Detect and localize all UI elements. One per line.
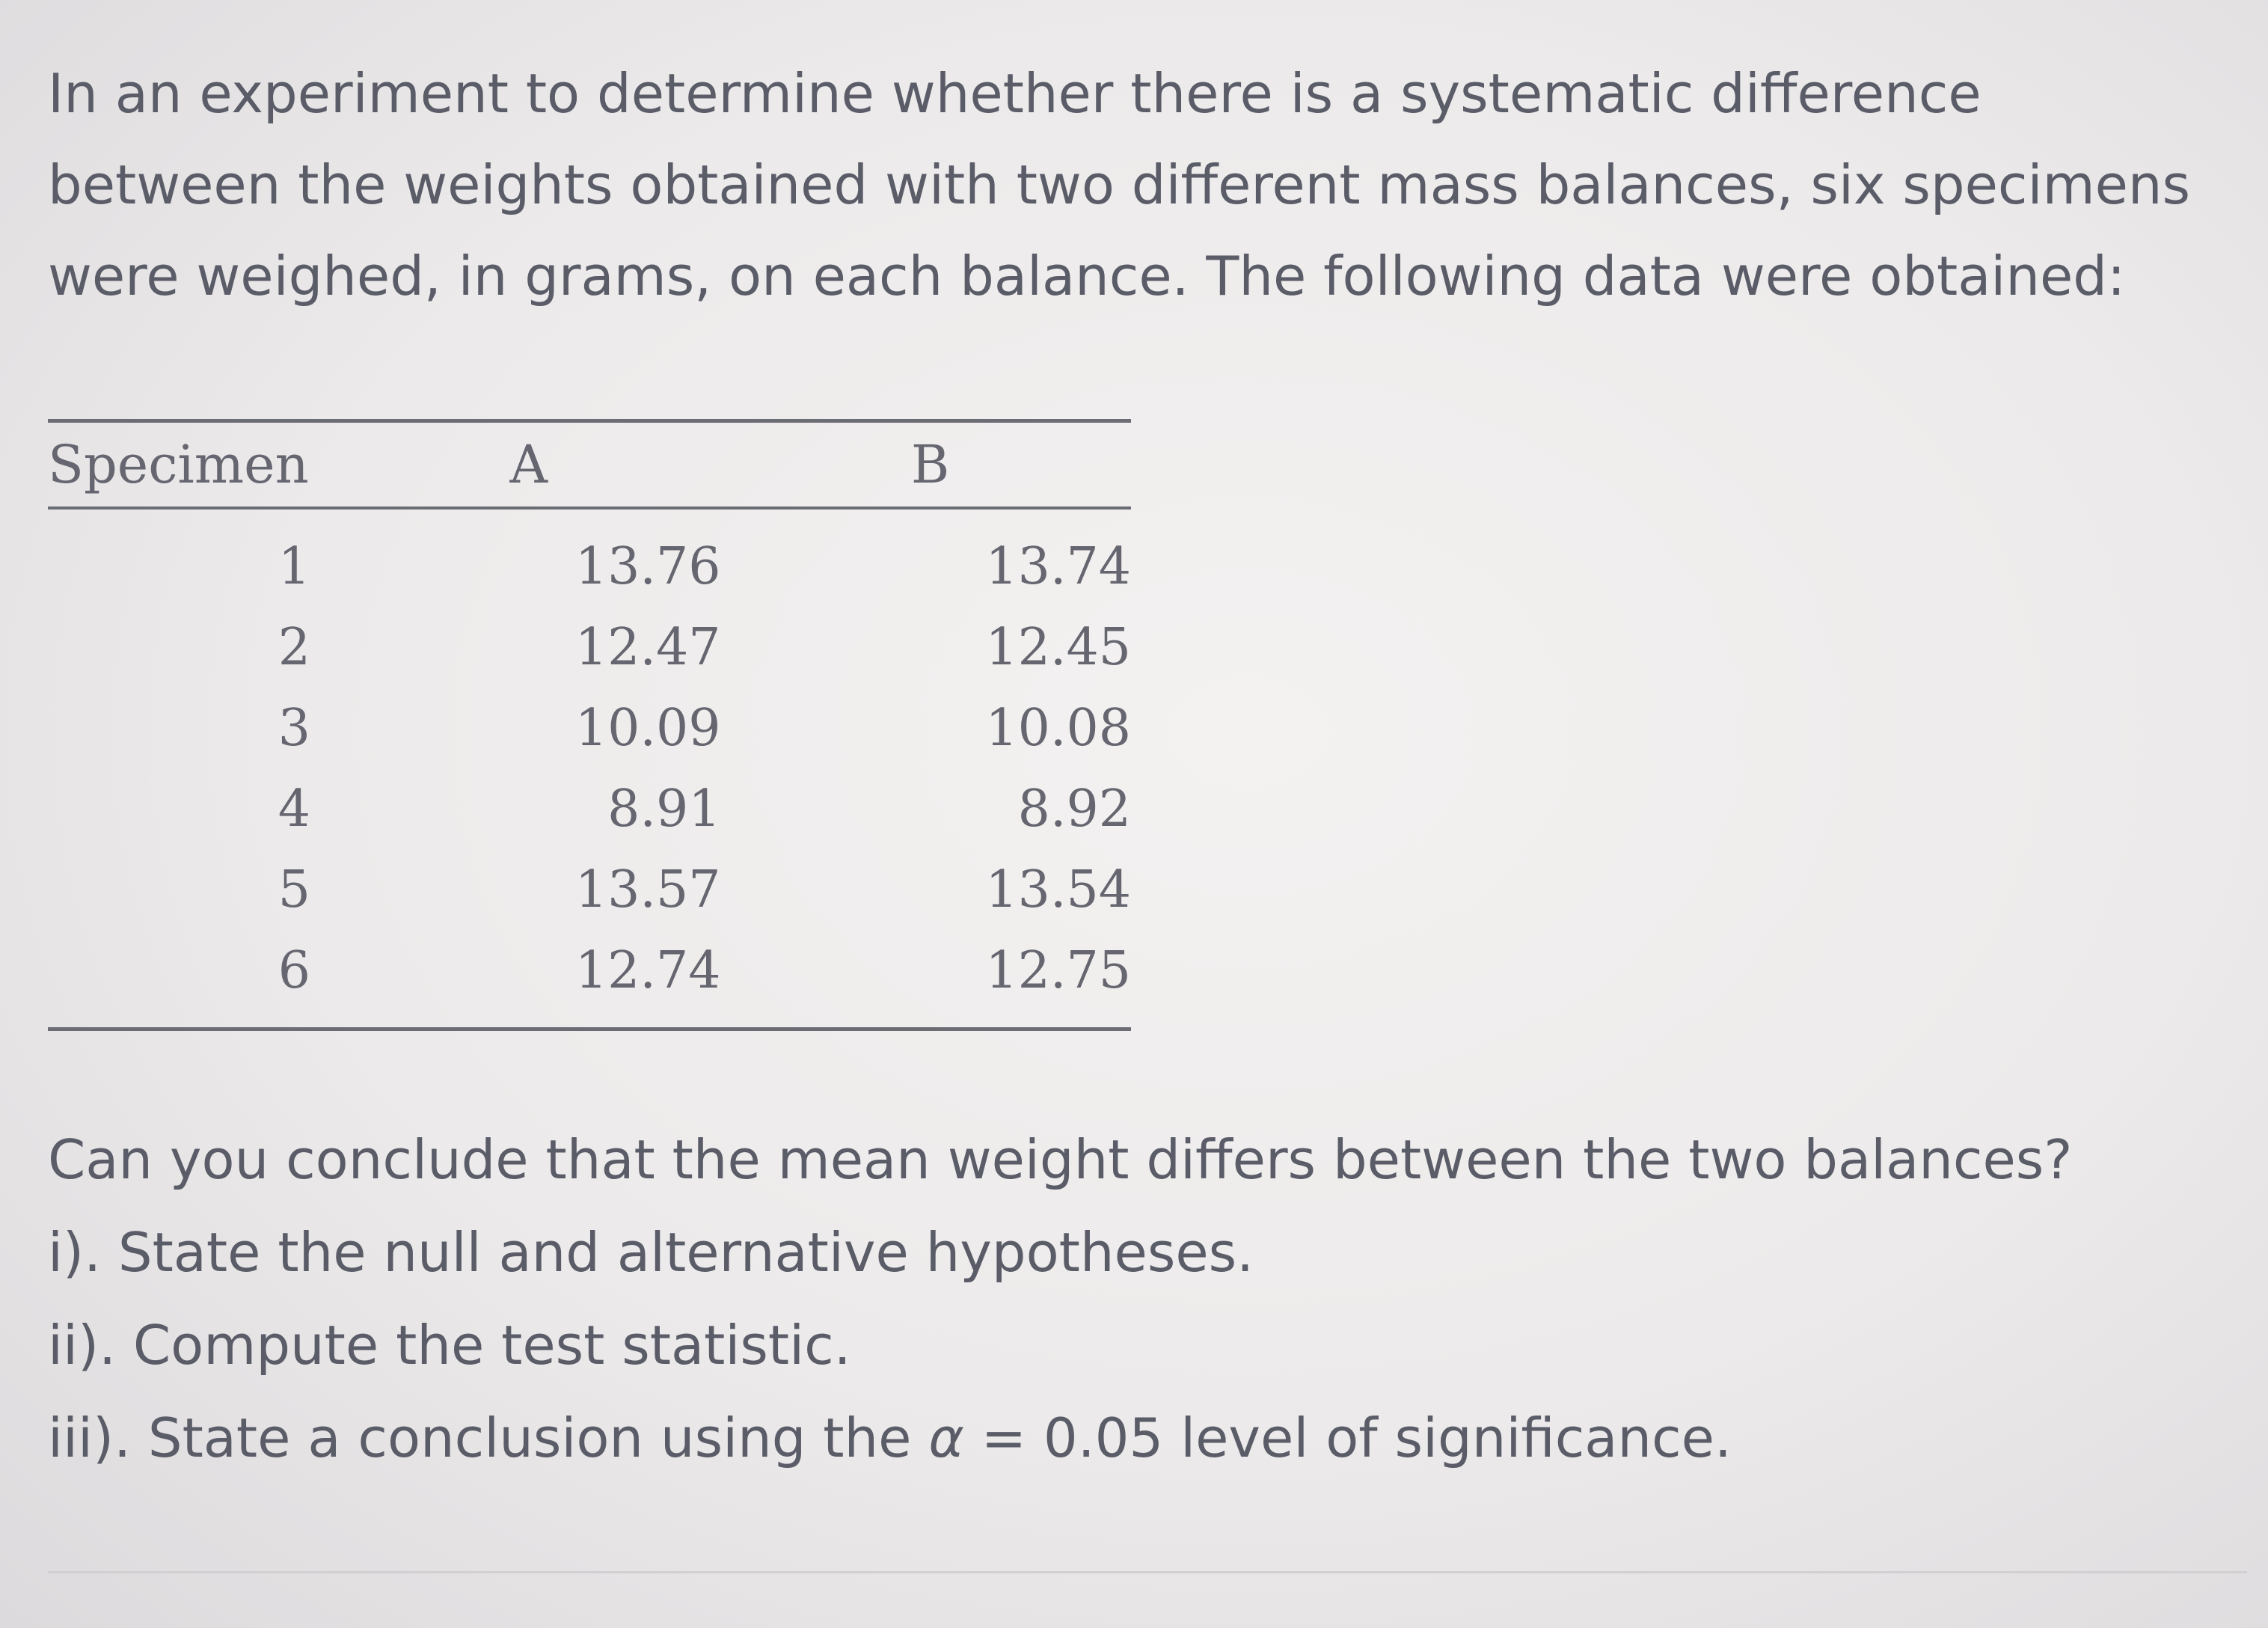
main-question: Can you conclude that the mean weight differs between the two balances? [48,1128,2073,1191]
cell-a: 12.74 [574,940,721,1000]
cell-specimen: 5 [278,860,311,919]
table-row [48,768,1131,849]
data-table-grid [48,423,1131,507]
cell-b: 12.45 [985,617,1131,677]
cell-b: 8.92 [1017,779,1131,839]
cell-specimen: 4 [278,779,311,839]
question-block [48,1113,2202,1484]
cell-a: 13.57 [574,860,721,919]
page-divider [48,1571,2247,1573]
cell-a: 13.76 [574,536,721,596]
cell-b: 13.54 [985,860,1131,919]
intro-line-1: In an experiment to determine whether there is a systematic difference [48,62,1982,125]
header-a: A [509,434,548,495]
question-part-iii-prefix: iii). State a conclusion using the [48,1407,929,1469]
question-part-i: i). State the null and alternative hypotheses. [48,1221,1254,1284]
cell-b: 13.74 [985,536,1131,596]
header-b: B [910,434,950,495]
table-bottom-rule [48,1027,1131,1031]
table-row [48,526,1131,607]
cell-a: 12.47 [574,617,721,677]
table-row [48,607,1131,688]
table-header-row [48,423,1131,507]
problem-intro [48,48,2202,322]
alpha-symbol: α [928,1407,964,1469]
table-row [48,849,1131,930]
table-row [48,688,1131,768]
cell-specimen: 1 [278,536,311,596]
data-table-body [48,526,1131,1011]
cell-a: 10.09 [574,698,721,758]
table-row [48,930,1131,1011]
intro-line-3: were weighed, in grams, on each balance. The following data were obtained: [48,245,2126,307]
cell-specimen: 2 [278,617,311,677]
cell-specimen: 3 [278,698,311,758]
cell-specimen: 6 [278,940,311,1000]
cell-b: 12.75 [985,940,1131,1000]
question-part-iii [48,1392,2202,1484]
question-part-ii: ii). Compute the test statistic. [48,1314,851,1377]
data-table [48,419,1131,1031]
cell-a: 8.91 [607,779,721,839]
cell-b: 10.08 [985,698,1131,758]
header-specimen: Specimen [48,434,309,495]
question-part-iii-suffix: = 0.05 level of significance. [963,1407,1732,1469]
intro-line-2: between the weights obtained with two different mass balances, six specimens [48,153,2191,216]
